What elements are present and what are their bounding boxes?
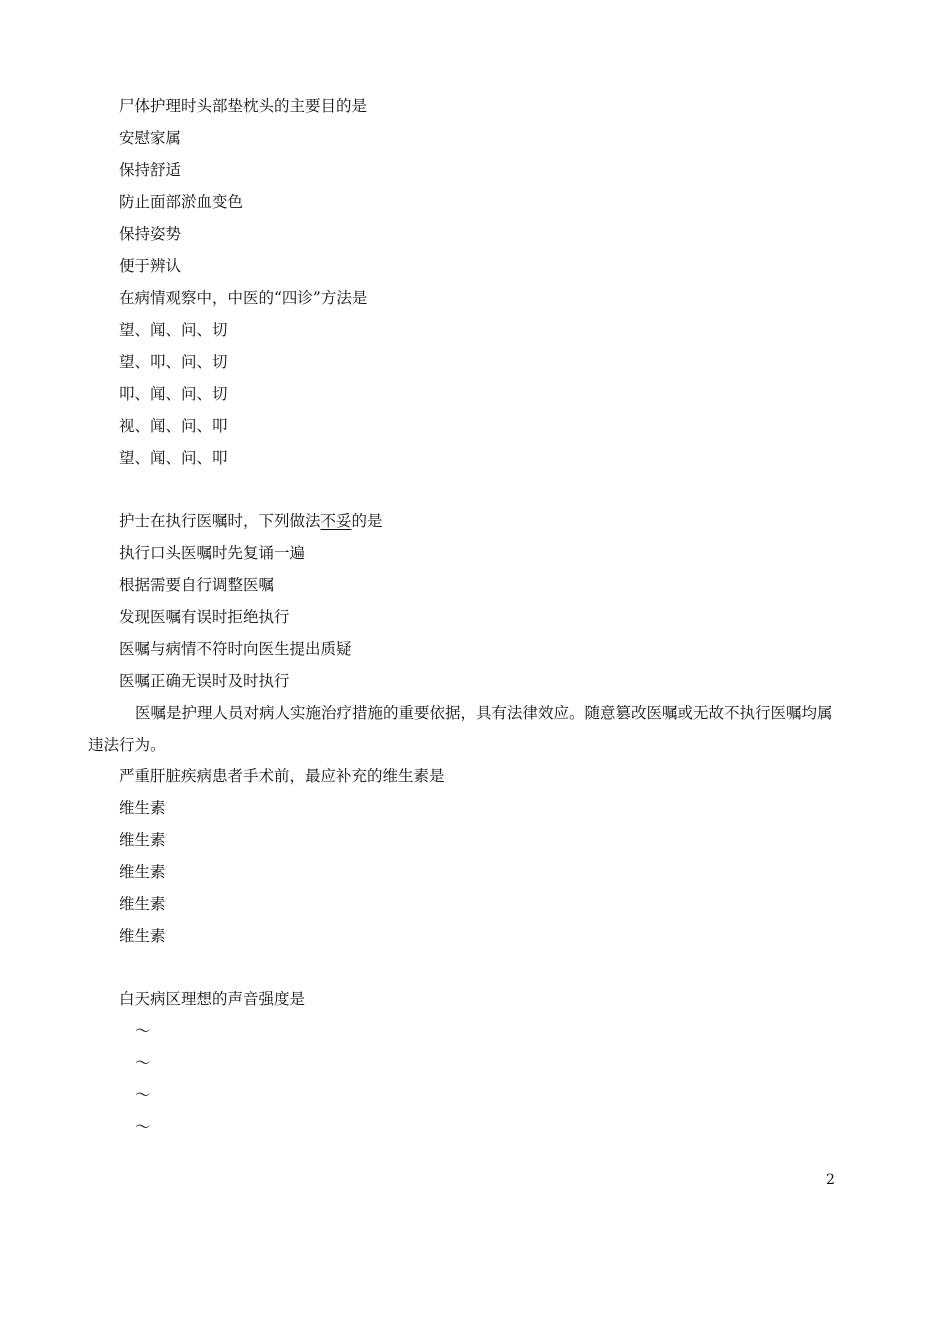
question-5-option-b: ～ [135,1054,151,1072]
question-4-option-d: 维生素 [119,895,166,913]
question-3-option-e: 医嘱正确无误时及时执行 [119,672,290,690]
question-1-option-b: 保持舒适 [119,161,182,179]
question-5-option-d: ～ [135,1118,151,1136]
question-1-option-e: 便于辨认 [119,257,182,275]
question-2-option-b: 望、叩、问、切 [119,353,228,371]
question-3-stem [119,511,383,531]
question-3-stem-emphasis: 不妥 [320,512,352,530]
question-5-stem: 白天病区理想的声音强度是 [119,990,306,1008]
question-1-stem: 尸体护理时头部垫枕头的主要目的是 [119,97,368,115]
question-4-option-a: 维生素 [119,799,166,817]
question-5-option-a: ～ [135,1022,151,1040]
question-3-explanation: 医嘱是护理人员对病人实施治疗措施的重要依据，具有法律效应。随意篡改医嘱或无故不执行医嘱均属违法行为。 [88,704,833,754]
question-4-option-b: 维生素 [119,831,166,849]
question-3-stem-after: 的是 [351,512,383,530]
question-3-stem-before: 护士在执行医嘱时，下列做法 [119,512,321,530]
question-2-option-e: 望、闻、问、叩 [119,449,228,467]
page-number: 2 [826,1172,835,1188]
question-5-option-c: ～ [135,1086,151,1104]
question-4-option-e: 维生素 [119,927,166,945]
question-1-option-a: 安慰家属 [119,129,182,147]
question-1-option-d: 保持姿势 [119,225,182,243]
question-2-stem: 在病情观察中，中医的“四诊”方法是 [119,289,368,307]
question-1-option-c: 防止面部淤血变色 [119,193,244,211]
question-3-option-c: 发现医嘱有误时拒绝执行 [119,608,290,626]
question-3-option-a: 执行口头医嘱时先复诵一遍 [119,544,306,562]
question-4-stem: 严重肝脏疾病患者手术前，最应补充的维生素是 [119,767,445,785]
question-3-option-b: 根据需要自行调整医嘱 [119,576,275,594]
question-4-option-c: 维生素 [119,863,166,881]
question-2-option-c: 叩、闻、问、切 [119,385,228,403]
question-2-option-d: 视、闻、问、叩 [119,417,228,435]
question-3-option-d: 医嘱与病情不符时向医生提出质疑 [119,640,352,658]
question-2-option-a: 望、闻、问、切 [119,321,228,339]
